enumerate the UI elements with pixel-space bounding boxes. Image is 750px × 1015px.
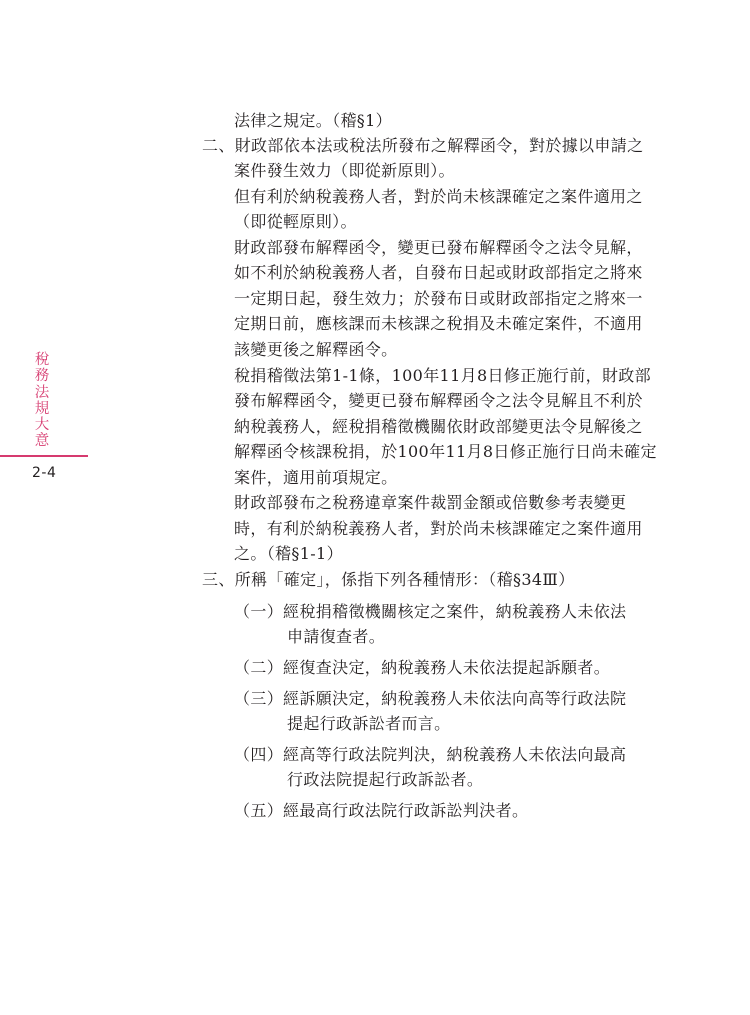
text-line: 如不利於納稅義務人者，自發布日起或財政部指定之將來 xyxy=(234,263,643,282)
chapter-title: 稅務法規大意 xyxy=(34,352,50,450)
text-line: （三）經訴願決定，納稅義務人未依法向高等行政法院 xyxy=(234,689,627,708)
text-line: （一）經稅捐稽徵機關核定之案件，納稅義務人未依法 xyxy=(234,602,627,621)
text-line: 時，有利於納稅義務人者，對於尚未核課確定之案件適用 xyxy=(234,519,643,538)
side-rule xyxy=(0,455,88,457)
text-line: 財政部發布解釋函令，變更已發布解釋函令之法令見解， xyxy=(234,238,643,257)
text-line: 法律之規定。（稽§1） xyxy=(234,111,393,130)
text-line: （即從輕原則）。 xyxy=(234,212,357,231)
text-line: 財政部發布之稅務違章案件裁罰金額或倍數參考表變更 xyxy=(234,493,627,512)
text-line: 申請復查者。 xyxy=(287,627,386,646)
text-line: 之。（稽§1-1） xyxy=(234,544,343,563)
text-line: 提起行政訴訟者而言。 xyxy=(287,714,451,733)
text-line: 二、財政部依本法或稅法所發布之解釋函令，對於據以申請之 xyxy=(202,136,644,155)
text-line: 發布解釋函令，變更已發布解釋函令之法令見解且不利於 xyxy=(234,391,643,410)
text-line: 案件發生效力（即從新原則）。 xyxy=(234,161,455,180)
text-line: 行政法院提起行政訴訟者。 xyxy=(287,770,484,789)
text-line: （二）經復查決定，納稅義務人未依法提起訴願者。 xyxy=(234,658,611,677)
text-line: 但有利於納稅義務人者，對於尚未核課確定之案件適用之 xyxy=(234,187,643,206)
text-line: 三、所稱「確定」，係指下列各種情形：（稽§34Ⅲ） xyxy=(202,570,575,589)
page-number: 2-4 xyxy=(32,465,57,481)
text-line: 納稅義務人，經稅捐稽徵機關依財政部變更法令見解後之 xyxy=(234,417,643,436)
text-line: （五）經最高行政法院行政訴訟判決者。 xyxy=(234,801,529,820)
text-line: 案件，適用前項規定。 xyxy=(234,468,398,487)
text-line: 稅捐稽徵法第1-1條，100年11月8日修正施行前，財政部 xyxy=(234,366,651,385)
text-line: 一定期日起，發生效力；於發布日或財政部指定之將來一 xyxy=(234,289,643,308)
text-line: 定期日前，應核課而未核課之稅捐及未確定案件，不適用 xyxy=(234,314,643,333)
text-line: （四）經高等行政法院判決，納稅義務人未依法向最高 xyxy=(234,745,627,764)
text-line: 解釋函令核課稅捐，於100年11月8日修正施行日尚未確定 xyxy=(234,442,657,461)
text-line: 該變更後之解釋函令。 xyxy=(234,340,398,359)
